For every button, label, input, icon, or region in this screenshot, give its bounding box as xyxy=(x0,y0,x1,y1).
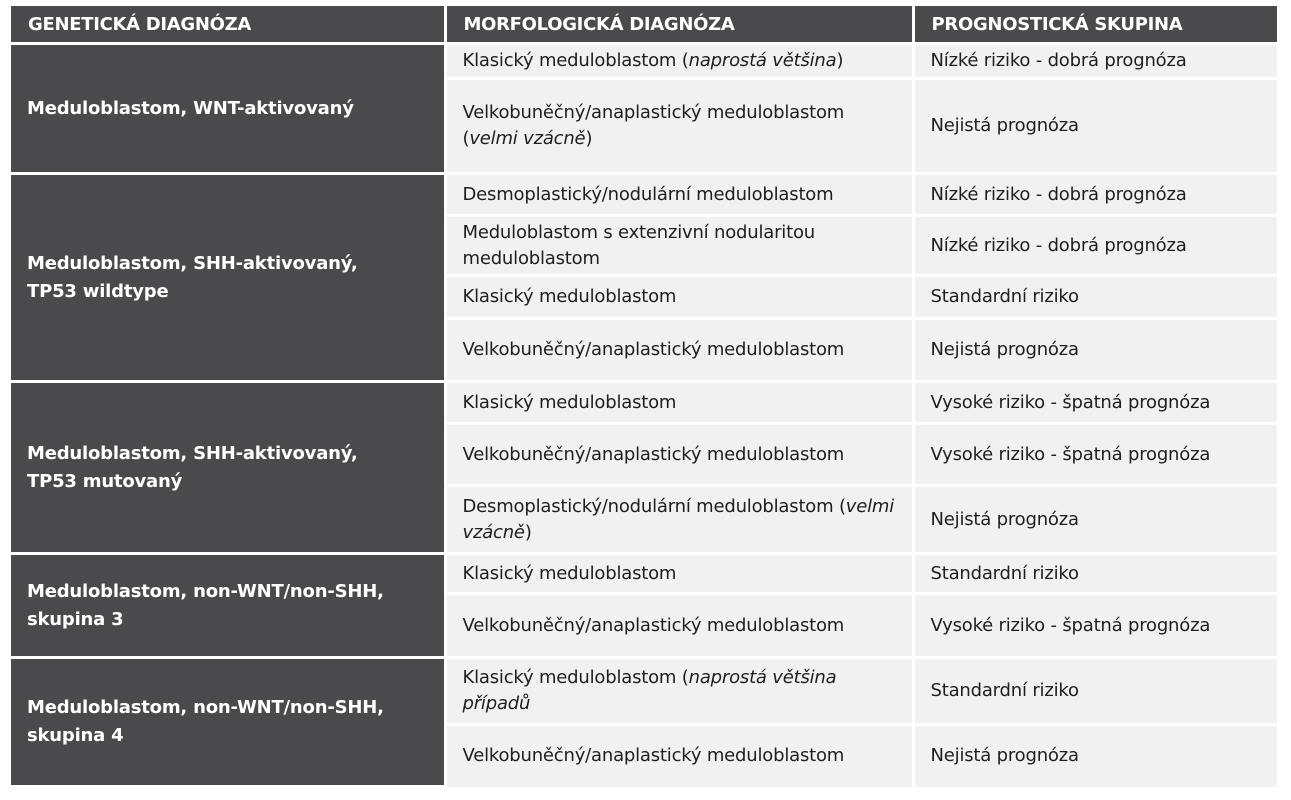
diagnosis-table xyxy=(11,6,1277,788)
header-prognostic: PROGNOSTICKÁ SKUPINA xyxy=(913,6,1277,44)
prognostic-cell: Nejistá prognóza xyxy=(913,486,1277,554)
header-genetic: GENETICKÁ DIAGNÓZA xyxy=(11,6,445,44)
prognostic-cell: Vysoké riziko - špatná prognóza xyxy=(913,594,1277,658)
prognostic-cell: Nízké riziko - dobrá prognóza xyxy=(913,174,1277,216)
prognostic-cell: Standardní riziko xyxy=(913,658,1277,725)
prognostic-cell: Nejistá prognóza xyxy=(913,79,1277,174)
table-row xyxy=(11,658,1277,725)
morphologic-cell: Velkobuněčný/anaplastický meduloblastom xyxy=(445,319,913,382)
morphologic-cell: Klasický meduloblastom xyxy=(445,276,913,319)
genetic-line: Meduloblastom, non-WNT/non-SHH, xyxy=(27,580,384,602)
diagnosis-table-wrapper xyxy=(11,6,1277,788)
table-row xyxy=(11,174,1277,216)
prognostic-cell: Nejistá prognóza xyxy=(913,319,1277,382)
prognostic-cell: Vysoké riziko - špatná prognóza xyxy=(913,382,1277,424)
prognostic-cell: Standardní riziko xyxy=(913,554,1277,594)
morphologic-cell: Velkobuněčný/anaplastický meduloblastom xyxy=(445,594,913,658)
morphologic-cell: Klasický meduloblastom xyxy=(445,382,913,424)
genetic-diagnosis-cell xyxy=(11,658,445,787)
genetic-diagnosis-cell xyxy=(11,382,445,554)
prognostic-cell: Nízké riziko - dobrá prognóza xyxy=(913,44,1277,79)
table-row xyxy=(11,44,1277,79)
header-row xyxy=(11,6,1277,44)
morphologic-cell: Desmoplastický/nodulární meduloblastom (velmi vzácně) xyxy=(445,486,913,554)
genetic-diagnosis-cell xyxy=(11,554,445,658)
genetic-diagnosis-cell xyxy=(11,174,445,382)
morphologic-cell: Velkobuněčný/anaplastický meduloblastom xyxy=(445,725,913,787)
header-morphologic: MORFOLOGICKÁ DIAGNÓZA xyxy=(445,6,913,44)
table-row xyxy=(11,382,1277,424)
morphologic-cell: Meduloblastom s extenzivní nodularitou meduloblastom xyxy=(445,216,913,276)
genetic-diagnosis-cell xyxy=(11,44,445,174)
prognostic-cell: Vysoké riziko - špatná prognóza xyxy=(913,424,1277,486)
genetic-line: TP53 wildtype xyxy=(27,280,169,302)
prognostic-cell: Nízké riziko - dobrá prognóza xyxy=(913,216,1277,276)
prognostic-cell: Nejistá prognóza xyxy=(913,725,1277,787)
table-row xyxy=(11,554,1277,594)
morphologic-cell: Velkobuněčný/anaplastický meduloblastom xyxy=(445,424,913,486)
morphologic-cell: Klasický meduloblastom (naprostá většina) xyxy=(445,44,913,79)
genetic-line: Meduloblastom, SHH-aktivovaný, xyxy=(27,252,358,274)
morphologic-cell: Klasický meduloblastom xyxy=(445,554,913,594)
morphologic-cell: Klasický meduloblastom (naprostá většina případů xyxy=(445,658,913,725)
genetic-line: Meduloblastom, non-WNT/non-SHH, xyxy=(27,697,384,718)
morphologic-cell: Velkobuněčný/anaplastický meduloblastom (velmi vzácně) xyxy=(445,79,913,174)
genetic-line: Meduloblastom, SHH-aktivovaný, xyxy=(27,442,358,464)
genetic-line: TP53 mutovaný xyxy=(27,470,183,492)
prognostic-cell: Standardní riziko xyxy=(913,276,1277,319)
genetic-line: Meduloblastom, WNT-aktivovaný xyxy=(27,97,354,119)
morphologic-cell: Desmoplastický/nodulární meduloblastom xyxy=(445,174,913,216)
genetic-line: skupina 3 xyxy=(27,608,124,630)
genetic-line: skupina 4 xyxy=(27,725,124,746)
